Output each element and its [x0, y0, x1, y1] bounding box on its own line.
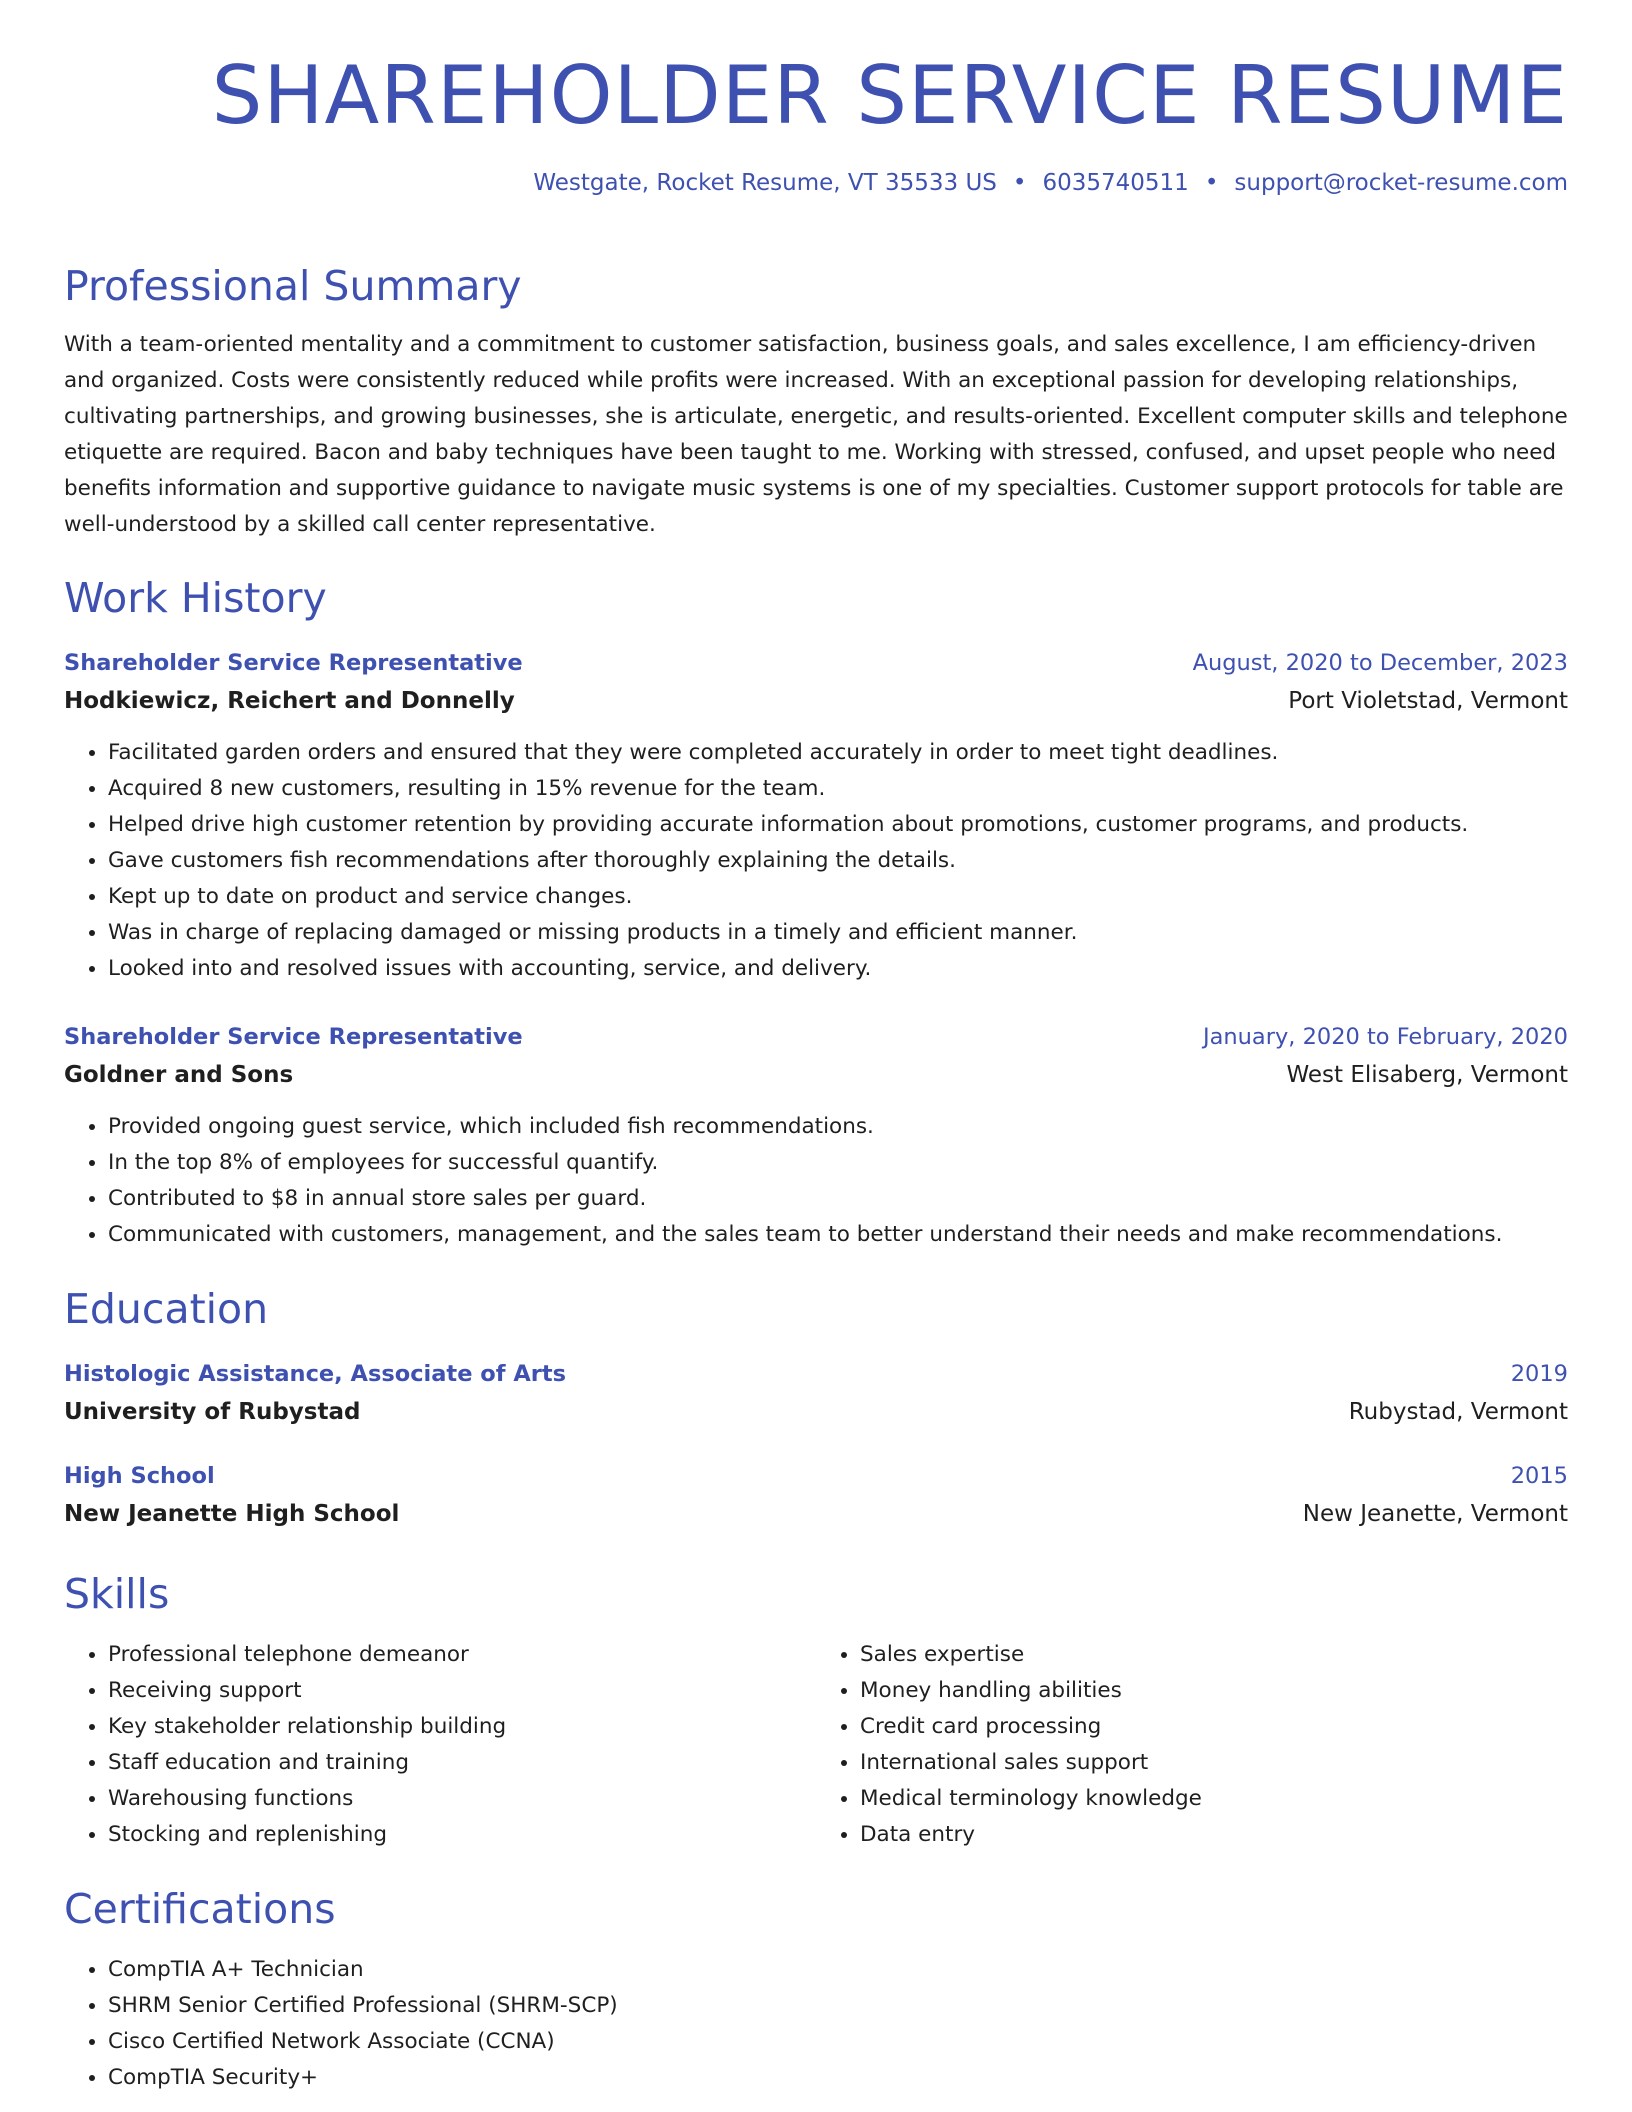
- list-item: • Professional telephone demeanor: [108, 1637, 816, 1673]
- list-item: • Provided ongoing guest service, which included fish recommendations.: [108, 1109, 1568, 1145]
- list-item: • Contributed to $8 in annual store sales per guard.: [108, 1181, 1568, 1217]
- list-item: • Kept up to date on product and service changes.: [108, 879, 1568, 915]
- list-item: • Facilitated garden orders and ensured that they were completed accurately in order to meet tight deadlines.: [108, 735, 1568, 771]
- job-company: Hodkiewicz, Reichert and Donnelly: [64, 688, 515, 715]
- section-heading: Skills: [64, 1570, 170, 1618]
- contact-email[interactable]: support@rocket-resume.com: [1234, 170, 1568, 196]
- list-item: • Communicated with customers, management, and the sales team to better understand their needs and make recommendations.: [108, 1217, 1568, 1253]
- job-bullets: [64, 1109, 1568, 1253]
- job-entry: [64, 647, 1568, 987]
- certifications-section: [64, 1885, 1568, 2096]
- resume-title: SHAREHOLDER SERVICE RESUME: [211, 49, 1568, 142]
- list-item: • Helped drive high customer retention by providing accurate information about promotions, customer programs, and products.: [108, 807, 1568, 843]
- list-item: • Receiving support: [108, 1673, 816, 1709]
- list-item: • Cisco Certified Network Associate (CCNA): [108, 2024, 1568, 2060]
- summary-section: [64, 262, 1568, 543]
- job-dates: January, 2020 to February, 2020: [1202, 1024, 1568, 1051]
- school-row: [64, 1394, 1568, 1430]
- list-item: • Stocking and replenishing: [108, 1817, 816, 1853]
- school-row: [64, 1496, 1568, 1532]
- skills-list-left: [64, 1637, 816, 1853]
- job-location: West Elisaberg, Vermont: [1286, 1062, 1568, 1089]
- education-entry: [64, 1358, 1568, 1430]
- list-item: • SHRM Senior Certified Professional (SHRM-SCP): [108, 1988, 1568, 2024]
- job-location: Port Violetstad, Vermont: [1288, 688, 1568, 715]
- list-item: • Gave customers fish recommendations after thoroughly explaining the details.: [108, 843, 1568, 879]
- degree-title: High School: [64, 1463, 215, 1490]
- degree-title: Histologic Assistance, Associate of Arts: [64, 1361, 567, 1388]
- job-dates: August, 2020 to December, 2023: [1192, 650, 1568, 677]
- school-name: New Jeanette High School: [64, 1501, 400, 1528]
- summary-text: With a team-oriented mentality and a commitment to customer satisfaction, business goals, and sales excellence, I am efficiency-driven and organized. Costs were consistently reduced while profits were increased. With an exceptional passion for developing relationships, cultivating partnerships, and growing businesses, she is articulate, energetic, and results-oriented. Excellent computer skills and telephone etiquette are required. Bacon and baby techniques have been taught to me. Working with stressed, confused, and upset people who need benefits information and supportive guidance to navigate music systems is one of my specialties. Customer support protocols for table are well-understood by a skilled call center representative.: [64, 332, 1568, 538]
- job-entry: [64, 1021, 1568, 1253]
- resume-page: [64, 0, 1568, 2091]
- contact-address: Westgate, Rocket Resume, VT 35533 US: [533, 170, 997, 196]
- list-item: • Medical terminology knowledge: [860, 1781, 1568, 1817]
- list-item: • Key stakeholder relationship building: [108, 1709, 816, 1745]
- list-item: • Credit card processing: [860, 1709, 1568, 1745]
- certifications-list: [64, 1952, 1568, 2096]
- education-section: [64, 1285, 1568, 1532]
- list-item: • Acquired 8 new customers, resulting in 15% revenue for the team.: [108, 771, 1568, 807]
- degree-row: [64, 1460, 1568, 1492]
- list-item: • CompTIA A+ Technician: [108, 1952, 1568, 1988]
- job-company-row: [64, 1057, 1568, 1093]
- section-heading: Work History: [64, 574, 327, 622]
- skills-columns: [64, 1637, 1568, 1853]
- list-item: • Sales expertise: [860, 1637, 1568, 1673]
- list-item: • In the top 8% of employees for successful quantify.: [108, 1145, 1568, 1181]
- section-heading: Education: [64, 1285, 269, 1333]
- degree-year: 2015: [1510, 1463, 1568, 1490]
- school-location: Rubystad, Vermont: [1348, 1399, 1568, 1426]
- job-bullets: [64, 735, 1568, 987]
- skills-list-right: [816, 1637, 1568, 1853]
- section-heading: Professional Summary: [64, 262, 522, 310]
- school-name: University of Rubystad: [64, 1399, 361, 1426]
- job-company: Goldner and Sons: [64, 1062, 294, 1089]
- section-heading: Certifications: [64, 1885, 336, 1933]
- contact-separator: •: [1204, 170, 1219, 196]
- contact-separator: •: [1012, 170, 1027, 196]
- list-item: • Was in charge of replacing damaged or missing products in a timely and efficient manner.: [108, 915, 1568, 951]
- list-item: • Staff education and training: [108, 1745, 816, 1781]
- list-item: • Looked into and resolved issues with accounting, service, and delivery.: [108, 951, 1568, 987]
- list-item: • Data entry: [860, 1817, 1568, 1853]
- contact-line: [64, 170, 1568, 196]
- degree-year: 2019: [1510, 1361, 1568, 1388]
- job-title: Shareholder Service Representative: [64, 650, 523, 677]
- school-location: New Jeanette, Vermont: [1302, 1501, 1568, 1528]
- job-title-row: [64, 1021, 1568, 1053]
- work-history-section: [64, 574, 1568, 1253]
- list-item: • Warehousing functions: [108, 1781, 816, 1817]
- job-title: Shareholder Service Representative: [64, 1024, 523, 1051]
- list-item: • International sales support: [860, 1745, 1568, 1781]
- skills-section: [64, 1570, 1568, 1853]
- list-item: • CompTIA Security+: [108, 2060, 1568, 2096]
- job-company-row: [64, 683, 1568, 719]
- degree-row: [64, 1358, 1568, 1390]
- contact-phone: 6035740511: [1042, 170, 1189, 196]
- list-item: • Money handling abilities: [860, 1673, 1568, 1709]
- job-title-row: [64, 647, 1568, 679]
- education-entry: [64, 1460, 1568, 1532]
